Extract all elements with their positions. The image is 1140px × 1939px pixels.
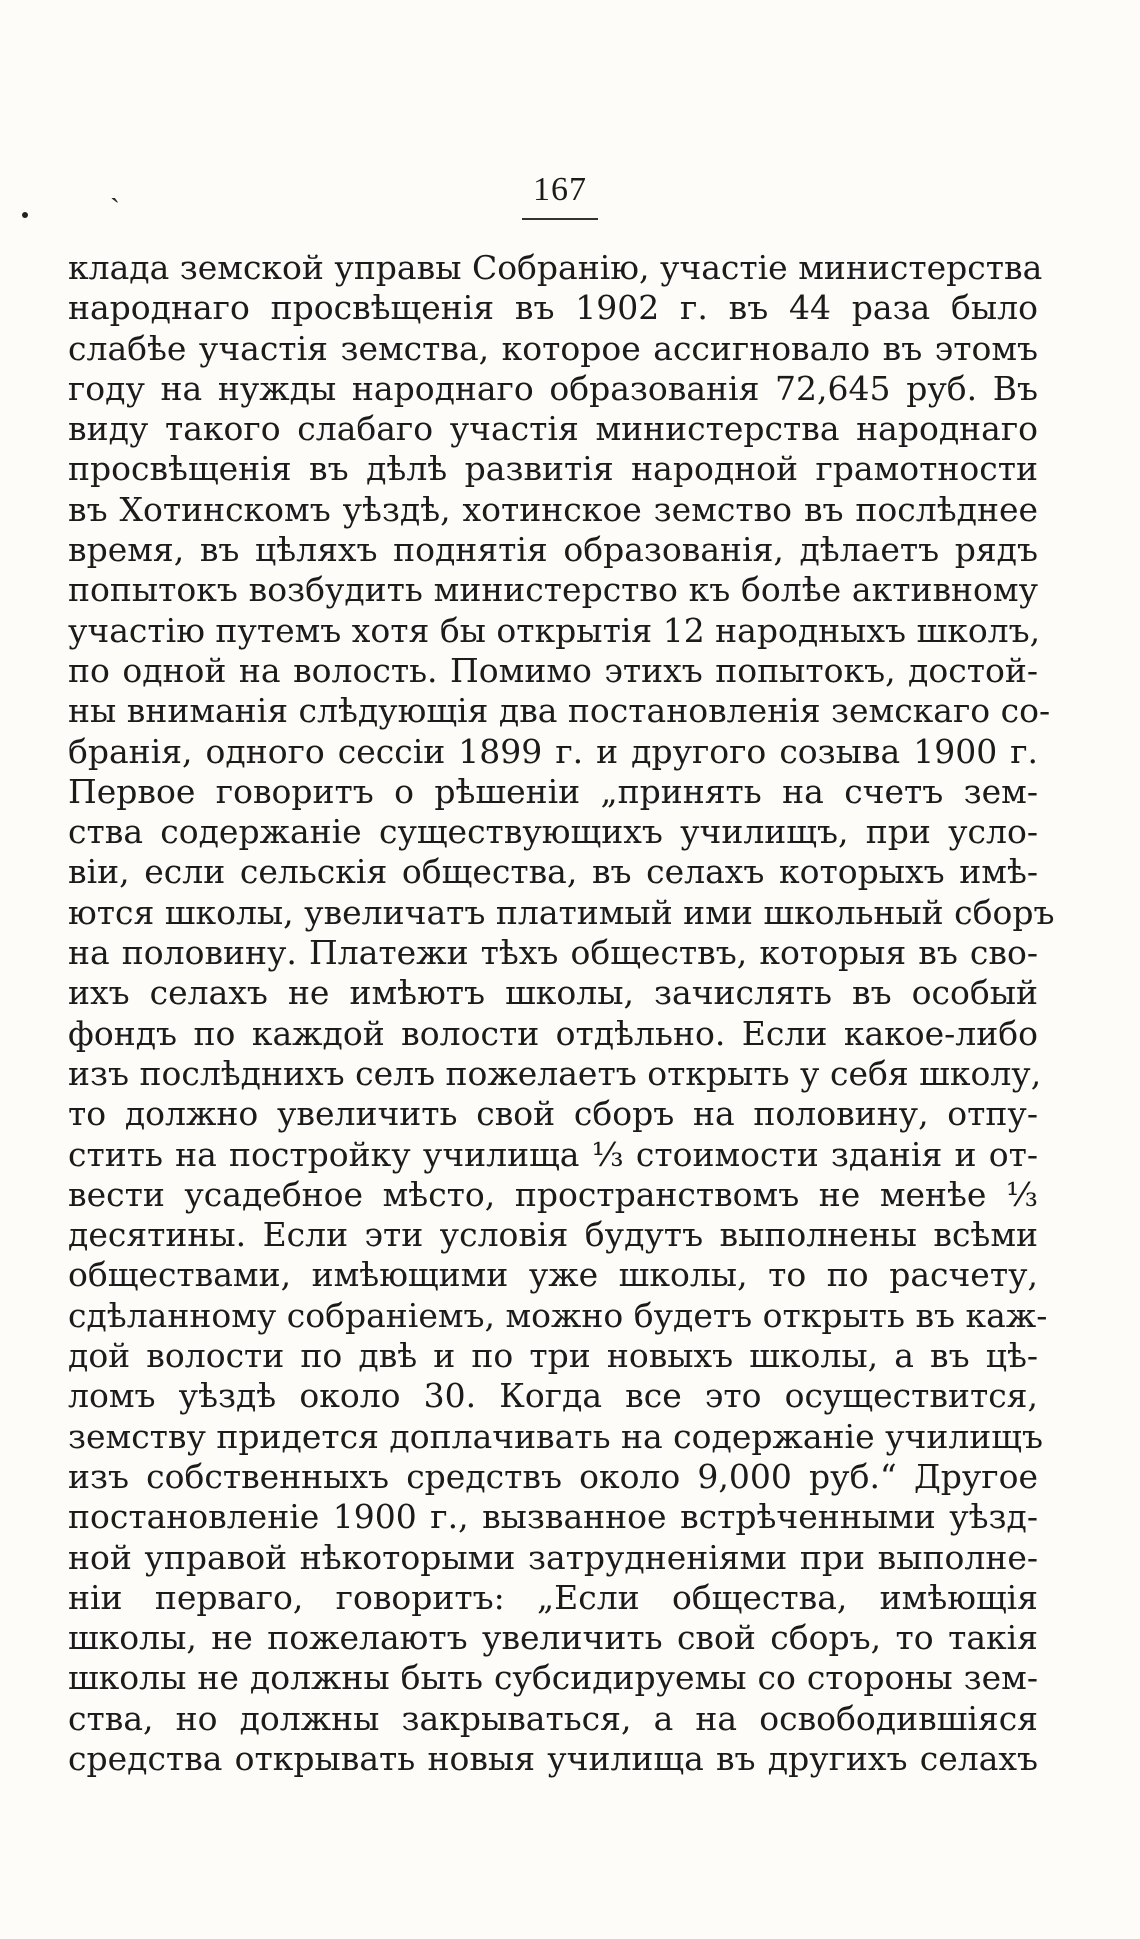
text-line: ихъ селахъ не имѣютъ школы, зачислять въ особый: [68, 973, 1038, 1013]
text-line: ны вниманія слѣдующія два постановленія земскаго со-: [68, 691, 1051, 731]
stray-tick-mark: ˏ: [110, 169, 120, 204]
text-line: бранія, одного сессіи 1899 г. и другого созыва 1900 г.: [68, 731, 1038, 771]
text-line: сдѣланному собраніемъ, можно будетъ открыть въ каж-: [68, 1295, 1048, 1335]
text-line: по одной на волость. Помимо этихъ попытокъ, достой-: [68, 650, 1038, 690]
text-line: ются школы, увеличатъ платимый ими школьный сборъ: [68, 892, 1055, 932]
text-line: изъ собственныхъ средствъ около 9,000 руб.“ Другое: [68, 1456, 1038, 1496]
text-line: народнаго просвѣщенія въ 1902 г. въ 44 раза было: [68, 288, 1038, 328]
text-line: то должно увеличить свой сборъ на половину, отпу-: [68, 1094, 1038, 1134]
body-text: [68, 248, 1055, 1779]
text-line: фондъ по каждой волости отдѣльно. Если какое-либо: [68, 1013, 1038, 1053]
text-line: дой волости по двѣ и по три новыхъ школы, а въ цѣ-: [68, 1336, 1038, 1376]
text-line: школы, не пожелаютъ увеличить свой сборъ, то такія: [68, 1618, 1038, 1658]
text-line: слабѣе участія земства, которое ассигновало въ этомъ: [68, 328, 1038, 368]
text-line: земству придется доплачивать на содержаніе училищъ: [68, 1416, 1043, 1456]
text-line: десятины. Если эти условія будутъ выполнены всѣми: [68, 1215, 1038, 1255]
text-line: на половину. Платежи тѣхъ обществъ, которыя въ сво-: [68, 933, 1038, 973]
text-line: участію путемъ хотя бы открытія 12 народныхъ школъ,: [68, 610, 1041, 650]
page-number-underline: [522, 218, 598, 220]
text-line: въ Хотинскомъ уѣздѣ, хотинское земство въ послѣднее: [68, 489, 1038, 529]
text-line: Первое говоритъ о рѣшеніи „принять на счетъ зем-: [68, 771, 1038, 811]
text-line: вести усадебное мѣсто, пространствомъ не менѣе ⅓: [68, 1174, 1038, 1214]
text-line: стить на постройку училища ⅓ стоимости зданія и от-: [68, 1134, 1038, 1174]
page-number: 167: [533, 171, 587, 208]
text-line: изъ послѣднихъ селъ пожелаетъ открыть у себя школу,: [68, 1053, 1042, 1093]
text-line: віи, если сельскія общества, въ селахъ которыхъ имѣ-: [68, 852, 1038, 892]
text-line: ніи перваго, говоритъ: „Если общества, имѣющія: [68, 1577, 1038, 1617]
text-line: клада земской управы Собранію, участіе министерства: [68, 248, 1043, 287]
text-line: постановленіе 1900 г., вызванное встрѣченными уѣзд-: [68, 1497, 1038, 1537]
text-line: ства содержаніе существующихъ училищъ, при усло-: [68, 812, 1038, 852]
text-line: просвѣщенія въ дѣлѣ развитія народной грамотности: [68, 449, 1038, 489]
text-line: году на нужды народнаго образованія 72,645 руб. Въ: [68, 368, 1038, 408]
text-line: школы не должны быть субсидируемы со стороны зем-: [68, 1658, 1038, 1698]
text-line: виду такого слабаго участія министерства народнаго: [68, 409, 1038, 449]
stray-dot-mark: [22, 212, 28, 218]
text-line: обществами, имѣющими уже школы, то по расчету,: [68, 1255, 1038, 1295]
text-line: попытокъ возбудить министерство къ болѣе активному: [68, 570, 1038, 610]
text-line: время, въ цѣляхъ поднятія образованія, дѣлаетъ рядъ: [68, 530, 1038, 570]
text-line: ломъ уѣздѣ около 30. Когда все это осуществится,: [68, 1376, 1038, 1416]
text-line: средства открывать новыя училища въ другихъ селахъ: [68, 1738, 1038, 1778]
text-line: ства, но должны закрываться, а на освободившіяся: [68, 1698, 1038, 1738]
text-line: ной управой нѣкоторыми затрудненіями при выполне-: [68, 1537, 1038, 1577]
